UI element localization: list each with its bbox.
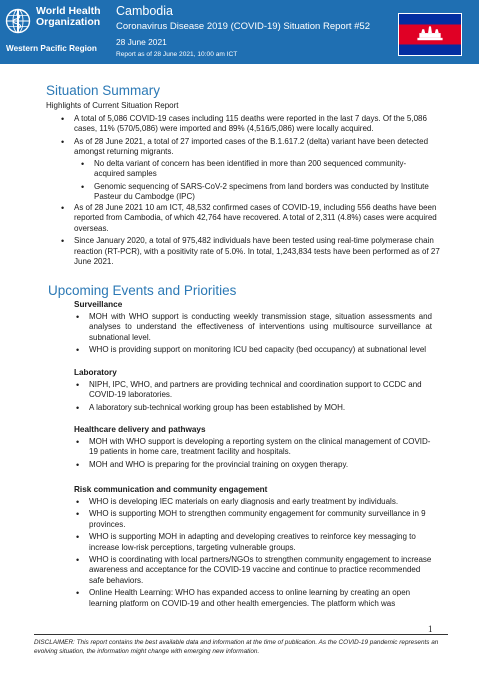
report-date: 28 June 2021 <box>116 37 167 47</box>
country-name: Cambodia <box>116 4 173 18</box>
bullet-item: • WHO is providing support on monitoring ICU bed capacity (bed occupancy) at subnational level <box>89 345 432 355</box>
organization-name <box>36 6 101 28</box>
bullet-item: • NIPH, IPC, WHO, and partners are providing technical and coordination support to CCDC and COVID-19 laboratories. <box>89 380 434 401</box>
bullet-item: • As of 28 June 2021, a total of 27 imported cases of the B.1.617.2 (delta) variant have been detected amongst returning migrants. <box>74 137 452 158</box>
situation-sub-bullets <box>94 159 434 205</box>
risk-communication-heading: Risk communication and community engagement <box>74 485 268 494</box>
bullet-item: • MOH with WHO support is developing a reporting system on the clinical management of COVID-19 patients in home care, treatment facility and hospitals. <box>89 437 434 458</box>
org-name-line-2: Organization <box>36 16 101 28</box>
bullet-item: • Online Health Learning: WHO has expanded access to online learning by creating an open learning platform on COVID-19 and other health emergencies. The platform which was <box>89 588 434 609</box>
page-number: 1 <box>428 624 433 634</box>
cambodia-flag-icon <box>398 13 462 56</box>
report-as-of: Report as of 28 June 2021, 10:00 am ICT <box>116 51 238 58</box>
bullet-item: • A total of 5,086 COVID-19 cases including 115 deaths were reported in the last 7 days. Of the 5,086 cases, 11% (570/5,086) were imported and 89% (4,516/5,086) were locally acquired. <box>74 114 452 135</box>
upcoming-events-heading: Upcoming Events and Priorities <box>48 283 237 298</box>
situation-bullets-top <box>74 114 452 160</box>
footer-divider <box>34 634 448 635</box>
bullet-item: • A laboratory sub-technical working group has been established by MOH. <box>89 403 434 413</box>
laboratory-heading: Laboratory <box>74 368 117 377</box>
healthcare-heading: Healthcare delivery and pathways <box>74 425 206 434</box>
bullet-item: • WHO is coordinating with local partners/NGOs to strengthen community engagement to increase awareness and acceptance for the COVID-19 vaccine and continue to practice recommended safe behaviors. <box>89 555 434 586</box>
risk-communication-bullets <box>89 497 434 611</box>
bullet-item: • As of 28 June 2021 10 am ICT, 48,532 confirmed cases of COVID-19, including 556 deaths have been reported from Cambodia, of which 42,764 have recovered. A total of 2,311 (4.8%) cases were acquired overseas. <box>74 203 446 234</box>
bullet-item: • WHO is developing IEC materials on early diagnosis and early treatment by individuals. <box>89 497 434 507</box>
surveillance-heading: Surveillance <box>74 300 123 309</box>
laboratory-bullets <box>89 380 434 415</box>
healthcare-bullets <box>89 437 434 472</box>
disclaimer-text: DISCLAIMER: This report contains the best available data and information at the time of publication. As the COVID-19 pandemic represents an evolving situation, the information might change with emerging new information. <box>34 639 439 655</box>
situation-summary-heading: Situation Summary <box>46 83 161 98</box>
situation-summary-subheading: Highlights of Current Situation Report <box>46 101 179 110</box>
situation-bullets-bottom <box>74 203 446 269</box>
bullet-item: • MOH with WHO support is conducting weekly transmission stage, situation assessments and analyses to understand the effectiveness of interventions using multisource surveillance at subnational level. <box>89 312 432 343</box>
sub-bullet-item: • Genomic sequencing of SARS-CoV-2 specimens from land borders was conducted by Institute Pasteur du Cambodge (IPC) <box>94 182 434 203</box>
bullet-item: • WHO is supporting MOH in adapting and developing creatives to reinforce key messaging to increase low-risk perceptions, targeting vulnerable groups. <box>89 532 434 553</box>
org-name-line-1: World Health <box>36 5 101 17</box>
who-emblem-icon <box>5 8 31 34</box>
bullet-item: • MOH and WHO is preparing for the provincial training on oxygen therapy. <box>89 460 434 470</box>
region-name: Western Pacific Region <box>6 44 97 53</box>
report-header-banner <box>0 0 479 64</box>
surveillance-bullets <box>89 312 432 358</box>
bullet-item: • WHO is supporting MOH to strengthen community engagement for community surveillance in 9 provinces. <box>89 509 434 530</box>
report-title: Coronavirus Disease 2019 (COVID-19) Situation Report #52 <box>116 21 370 32</box>
sub-bullet-item: • No delta variant of concern has been identified in more than 200 sequenced community-acquired samples <box>94 159 434 180</box>
bullet-item: • Since January 2020, a total of 975,482 individuals have been tested using real-time polymerase chain reaction (RT-PCR), with a positivity rate of 5.0%. In total, 1,243,834 tests have been performed as of 27 June 2021. <box>74 236 446 267</box>
